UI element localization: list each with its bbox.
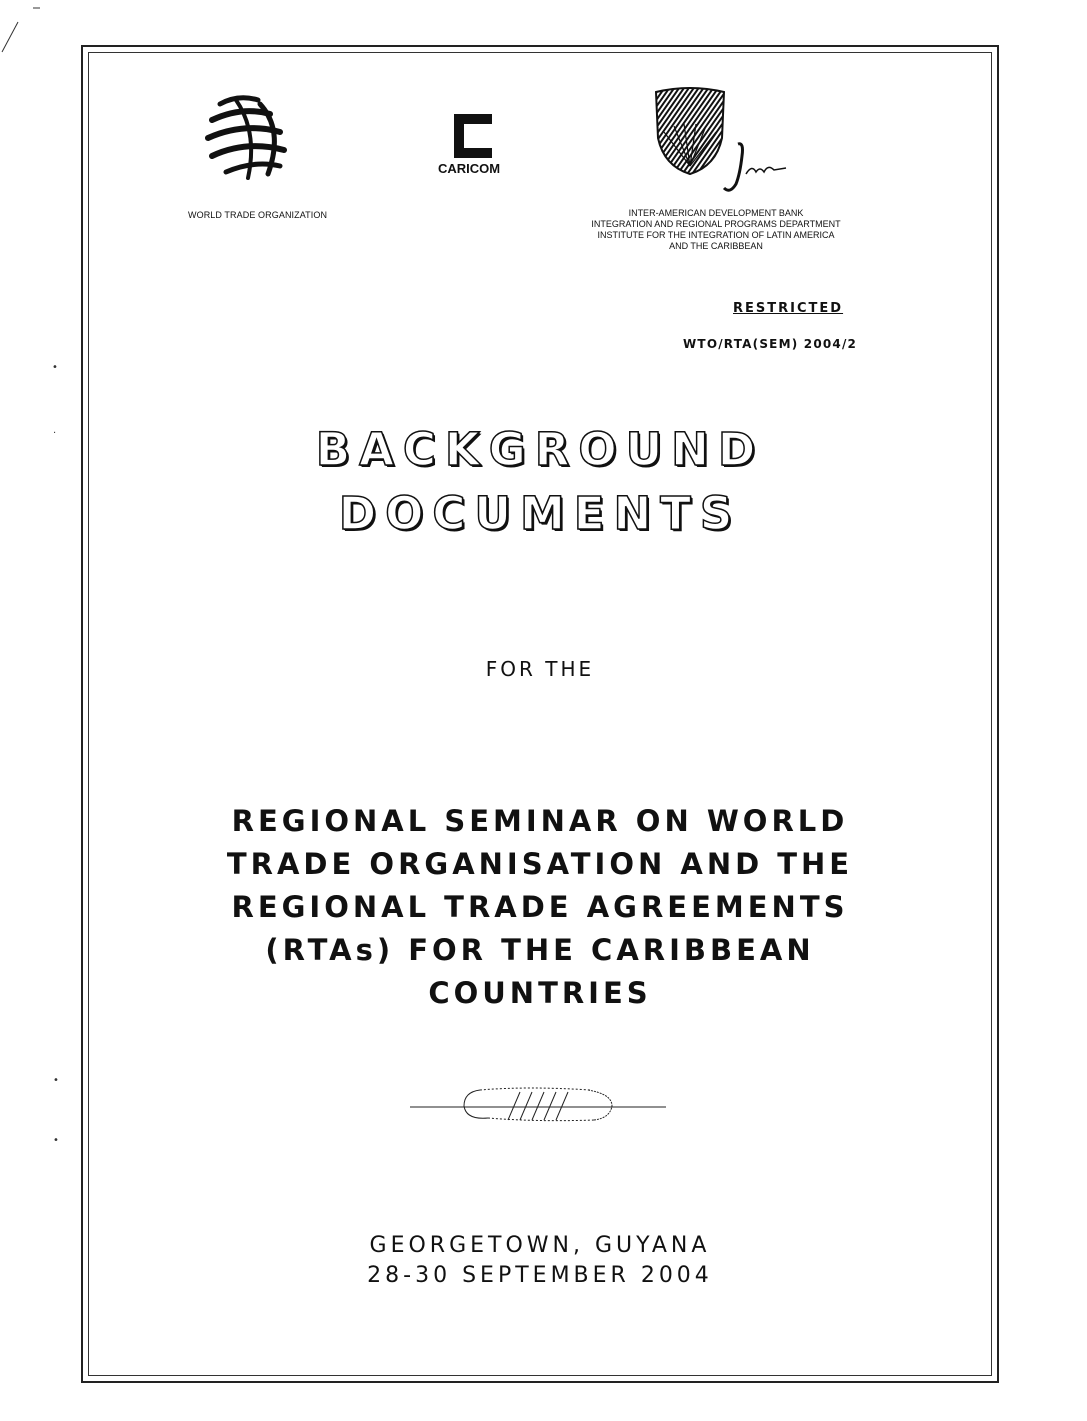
intal-logo: [718, 140, 790, 196]
wto-caption: WORLD TRADE ORGANIZATION: [188, 210, 328, 220]
title-line-2: DOCUMENTS: [338, 487, 742, 540]
for-the-label: FOR THE: [485, 657, 595, 681]
seminar-line: REGIONAL TRADE AGREEMENTS: [231, 890, 849, 924]
scan-dot: •: [52, 362, 58, 373]
seminar-line: COUNTRIES: [428, 976, 652, 1010]
iadb-line: AND THE CARIBBEAN: [669, 241, 763, 251]
seminar-title: [140, 800, 940, 1015]
ornament-divider: [408, 1082, 670, 1126]
venue-dates: 28-30 SEPTEMBER 2004: [367, 1263, 713, 1288]
seminar-line: TRADE ORGANISATION AND THE: [226, 847, 854, 881]
seminar-line: (RTAs) FOR THE CARIBBEAN: [265, 933, 815, 967]
scan-dot: ·: [53, 428, 57, 439]
document-symbol: WTO/RTA(SEM) 2004/2: [683, 337, 858, 351]
caricom-label: CARICOM: [438, 161, 501, 176]
classification-label: RESTRICTED: [733, 301, 844, 316]
wto-logo: [198, 92, 298, 187]
seminar-line: REGIONAL SEMINAR ON WORLD: [231, 804, 849, 838]
title-line-1: BACKGROUND: [315, 423, 765, 476]
scan-mark-slash: [0, 0, 40, 60]
iadb-line: INTER-AMERICAN DEVELOPMENT BANK: [628, 208, 804, 218]
iadb-line: INTEGRATION AND REGIONAL PROGRAMS DEPARTMENT: [591, 219, 841, 229]
caricom-logo: [452, 112, 494, 158]
iadb-line: INSTITUTE FOR THE INTEGRATION OF LATIN AMERICA: [597, 230, 835, 240]
scan-dot: •: [53, 1135, 59, 1146]
scan-dot: •: [53, 1075, 59, 1086]
venue-place: GEORGETOWN, GUYANA: [369, 1233, 711, 1258]
iadb-caption: [560, 208, 872, 252]
